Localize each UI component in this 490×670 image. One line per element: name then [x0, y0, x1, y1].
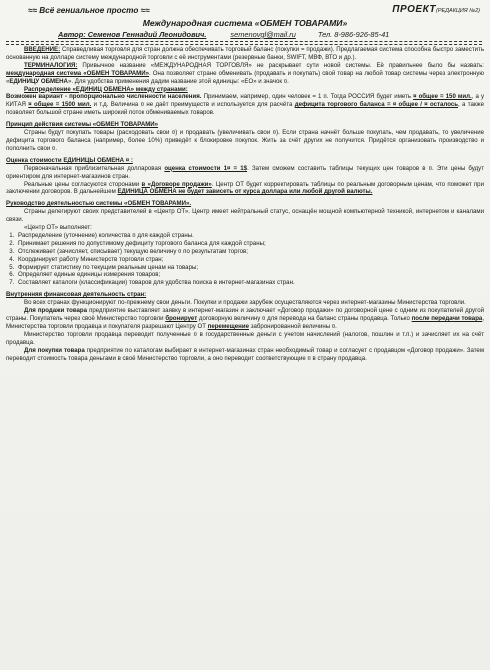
distribution-heading: Распределение «ЕДИНИЦ ОБМЕНА» между странами: [24, 85, 188, 93]
finance-paragraph-2 [6, 307, 484, 331]
duty-item: 5. Формирует статистику по текущим реальным ценам на товары; [16, 264, 484, 272]
duty-item: 2. Принимает решения по допустимому дефициту торгового баланса для каждой страны; [16, 240, 484, 248]
buying-text: предприятие по каталогам выбирает в интернет-магазинах стран необходимый товар и согласует с продавцом «Договор продажи». Затем переводит стоимость товара деньгами в своё Министерство торговли, а оно переводит соответствующие ¤ в страну продавца. [6, 346, 485, 362]
intro-heading: ВВЕДЕНИЕ: [24, 46, 61, 53]
duty-item: 6. Определяет единые единицы измерения товаров; [16, 271, 484, 279]
selling-heading: Для продажи товара [24, 307, 88, 315]
duty-item: 4. Координирует работу Министерств торговли стран; [16, 256, 484, 264]
author-name: Автор: Семенов Геннадий Леонидович. [58, 30, 207, 39]
tagline: ≈≈ Всё гениальное просто ≈≈ [28, 6, 150, 15]
selling-transfer: перемещение [207, 322, 249, 330]
valuation-text-3: Реальные цены согласуются сторонами [24, 180, 142, 188]
intro-paragraph [6, 46, 484, 62]
selling-text-4: забронированной величины ¤. [249, 322, 337, 330]
finance-paragraph-4 [6, 347, 484, 363]
selling-reserves: бронирует [165, 315, 198, 322]
terms-text-3: ». Для удобства применения дадим название этой единицы: «ЕО» и значок ¤. [67, 77, 289, 85]
document-title: Международная система «ОБМЕН ТОВАРАМИ» [142, 18, 348, 28]
valuation-heading: Оценка стоимости ЕДИНИЦЫ ОБМЕНА ¤ : [6, 156, 133, 164]
terms-system-name: международная система «ОБМЕН ТОВАРАМИ» [6, 69, 149, 77]
valuation-contract: в «Договоре продажи» [141, 180, 212, 188]
china-total: ¤ общее = 1500 мил. [28, 101, 92, 109]
terms-text-1: Привычное название «МЕЖДУНАРОДНАЯ ТОРГОВЛЯ» не раскрывает сути новой системы. Её правильнее было бы назвать: [77, 61, 484, 69]
principle-heading: Принцип действия системы «ОБМЕН ТОВАРАМИ» [6, 121, 159, 129]
revision-label: (РЕДАКЦИЯ №2) [435, 8, 480, 14]
terms-paragraph [6, 62, 484, 86]
selling-text-3: , Министерства торговли продавца и покупателя разрешают Центру ОТ [6, 315, 485, 330]
distribution-text-4: , а также позволяет большой стране иметь широкий поток обмениваемых товаров. [6, 101, 485, 117]
project-stamp [392, 4, 480, 15]
distribution-heading-line [6, 86, 484, 94]
distribution-text-2: , а у КИТАЯ [6, 93, 485, 109]
russia-total: ¤ общее = 150 мил. [413, 93, 472, 101]
duty-item: 7. Составляет каталоги (классификации) товаров для удобства поиска в интернет-магазинах стран. [16, 279, 484, 287]
principle-paragraph: Страны будут покупать товары (расходовать свои ¤) и продавать (увеличивать свои ¤). Если страна начнёт больше покупать, чем продавать, то увеличение дефицита торгового баланса (например, более 10%) приведёт к блокировке покупок. Жить за счёт других не получится. Придётся организовать производство и пополнить свои ¤. [6, 129, 484, 152]
valuation-text-4: . Центр ОТ будет корректировать таблицы по реальным договорным ценам, что поможет при заключении договоров. В дальнейшем [6, 180, 484, 196]
selling-text-2: договорную величину ¤ для перевода на баланс страны продавца. Только [197, 315, 412, 322]
distribution-lead: Возможен вариант - пропорционально численности населения. [6, 93, 202, 101]
stamp-label: ПРОЕКТ [392, 4, 436, 15]
document-body [6, 46, 484, 362]
duty-item: 1. Распределение (уточнение) количества ¤ для каждой страны. [16, 232, 484, 240]
valuation-text-1: Первоначальная приблизительная долларовая [24, 164, 165, 172]
selling-text-1: предприятие выставляет заявку в интернет-магазин и заключает «Договор продажи» по договорной цене с одним из покупателей другой страны. Покупатель через своё Министерство торговли [6, 307, 484, 322]
finance-paragraph-1: Во всех странах функционируют по-прежнему свои деньги. Покупки и продажи зарубеж осуществляются через интернет-магазины Министерства торговли. [24, 299, 466, 307]
author-line [58, 30, 488, 39]
valuation-paragraph-1 [6, 165, 484, 181]
finance-paragraph-3: Министерство торговли продавца переводит полученные ¤ в государственные деньги с учетом начислений (налогов, пошлин и т.п.) и зачисляет их на счёт продавца. [6, 330, 484, 346]
deficit-formula: дефицита торгового баланса = ¤ общее / ¤ осталось [294, 101, 459, 109]
valuation-text-2: . Затем сможем составить таблицы текущих цен товаров в ¤. Эти цены будут ориентиром для интернет-магазинов стран. [6, 164, 484, 180]
management-duties-list [6, 232, 484, 287]
buying-heading: Для покупки товара [24, 346, 85, 354]
terms-text-2: . Она позволяет стране обменивать (продавать и покупать) свой товар на любой товар системы через электронную « [6, 69, 484, 85]
distribution-text-1: Принимаем, например, один человек = 1 ¤. Тогда РОССИЯ будет иметь [201, 93, 414, 101]
selling-after-delivery: после передачи товара [411, 315, 483, 322]
management-heading: Руководство деятельностью системы «ОБМЕН ТОВАРАМИ». [6, 200, 192, 208]
distribution-text-3: и т.д. Величина ¤ не даёт преимуществ и используется для расчёта [91, 101, 295, 109]
management-paragraph: Страны делегируют своих представителей в «Центр ОТ». Центр имеет нейтральный статус, оснащён мощной компьютерной техникой, интернетом и каналами связи. [6, 208, 484, 224]
management-lead: «Центр ОТ» выполняет: [24, 224, 92, 232]
author-email[interactable]: semenovgl@mail.ru [230, 30, 296, 39]
header-divider [6, 41, 482, 45]
finance-heading: Внутренняя финансовая деятельность стран: [6, 291, 147, 299]
valuation-rate: оценка стоимости 1¤ = 1$ [164, 164, 248, 172]
duty-item: 3. Отслеживает (зачисляет, списывает) текущую величину ¤ по результатам торгов; [16, 248, 484, 256]
terms-unit-name: ЕДИНИЦУ ОБМЕНА [9, 77, 68, 85]
distribution-paragraph [6, 93, 484, 117]
valuation-conclusion: ЕДИНИЦА ОБМЕНА не будет зависеть от курса доллара или любой другой валюты. [117, 188, 373, 196]
author-phone: Тел. 8-986-926-85-41 [317, 30, 390, 39]
valuation-paragraph-2 [6, 181, 484, 197]
intro-text: Справедливая торговля для стран должна обеспечивать торговый баланс (покупки = продажи). Предлагаемая система способна быстро заместить основанную на долларе систему международной торговли с её инструментами (резервные банки, SWIFT, МВФ, ВТО и др.). [6, 46, 484, 61]
terms-heading: ТЕРМИНАЛОГИЯ: [24, 61, 78, 69]
